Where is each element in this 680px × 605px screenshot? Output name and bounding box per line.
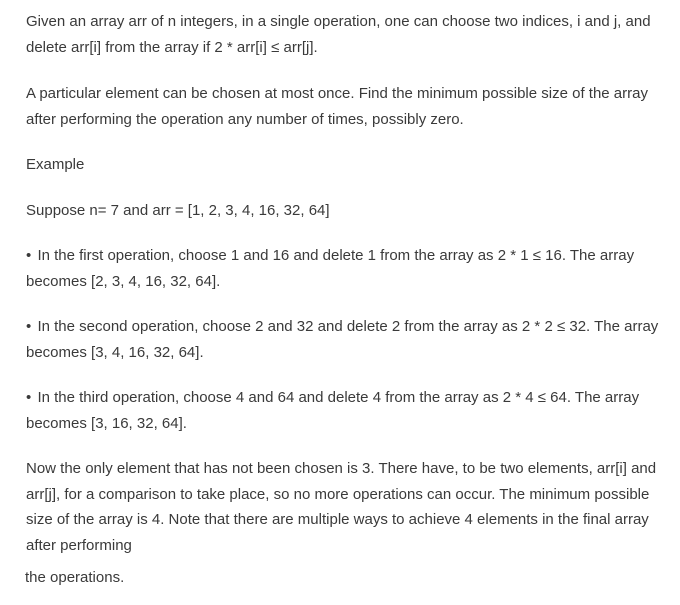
bullet-icon: • xyxy=(26,318,32,335)
example-step-1 xyxy=(26,243,666,294)
example-step-2 xyxy=(26,314,666,365)
conclusion-paragraph: Now the only element that has not been chosen is 3. There have, to be two elements, arr[i] and arr[j], for a comparison to take place, so no more operations can occur. The minimum possible size of the array is 4. Note that there are multiple ways to achieve 4 elements in the final array after performing xyxy=(26,460,657,554)
bullet-icon: • xyxy=(26,247,32,264)
conclusion-tail: the operations. xyxy=(25,569,125,586)
example-step-3-text: In the third operation, choose 4 and 64 and delete 4 from the array as 2 * 4 ≤ 64. The array becomes [3, 16, 32, 64]. xyxy=(26,389,640,432)
task-paragraph: A particular element can be chosen at most once. Find the minimum possible size of the array after performing the operation any number of times, possibly zero. xyxy=(26,85,648,128)
example-step-2-text: In the second operation, choose 2 and 32 and delete 2 from the array as 2 * 2 ≤ 32. The array becomes [3, 4, 16, 32, 64]. xyxy=(26,318,659,361)
example-heading: Example xyxy=(26,156,85,173)
bullet-icon: • xyxy=(26,389,32,406)
intro-paragraph: Given an array arr of n integers, in a single operation, one can choose two indices, i and j, and delete arr[i] from the array if 2 * arr[i] ≤ arr[j]. xyxy=(26,13,651,56)
example-setup: Suppose n= 7 and arr = [1, 2, 3, 4, 16, 32, 64] xyxy=(26,202,330,219)
example-step-1-text: In the first operation, choose 1 and 16 and delete 1 from the array as 2 * 1 ≤ 16. The array becomes [2, 3, 4, 16, 32, 64]. xyxy=(26,247,635,290)
example-step-3 xyxy=(26,385,666,436)
